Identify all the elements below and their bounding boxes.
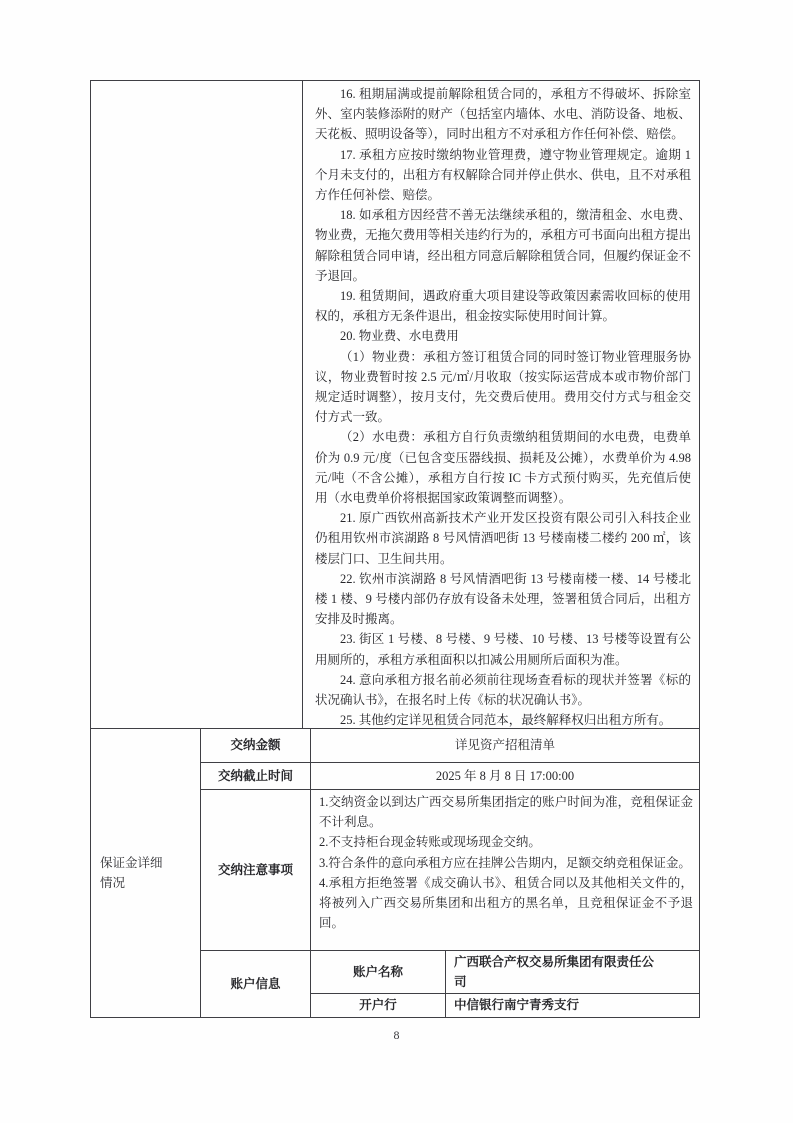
deposit-amount-row <box>201 729 699 762</box>
account-bank-row <box>311 993 699 1017</box>
deposit-note-item: 2.不支持柜台现金转账或现场现金交纳。 <box>319 835 541 850</box>
terms-content-cell <box>303 81 699 728</box>
terms-paragraph: 24. 意向承租方报名前必须前往现场查看标的现状并签署《标的状况确认书》，在报名时上传《标的状况确认书》。 <box>315 672 691 708</box>
account-name-row <box>311 951 699 993</box>
deposit-notes-label: 交纳注意事项 <box>201 790 311 950</box>
terms-paragraph: 25. 其他约定详见租赁合同范本，最终解释权归出租方所有。 <box>340 713 672 728</box>
deposit-section-label-cell <box>91 729 201 1017</box>
terms-paragraph: 18. 如承租方因经营不善无法继续承租的，缴清租金、水电费、物业费，无拖欠费用等相关违约行为的，承租方可书面向出租方提出解除租赁合同申请，经出租方同意后解除租赁合同，但履约保证金不予退回。 <box>315 208 691 283</box>
account-name-label: 账户名称 <box>311 951 446 993</box>
terms-paragraph: 19. 租赁期间，遇政府重大项目建设等政策因素需收回标的使用权的，承租方无条件退出，租金按实际使用时间计算。 <box>315 289 691 324</box>
terms-paragraph: 23. 街区 1 号楼、8 号楼、9 号楼、10 号楼、13 号楼等设置有公用厕所的，承租方承租面积以扣减公用厕所后面积为准。 <box>315 632 691 667</box>
deposit-account-label: 账户信息 <box>201 951 311 1017</box>
lease-terms-table <box>90 80 700 1018</box>
page-number: 8 <box>393 1028 400 1042</box>
terms-paragraph: 22. 钦州市滨湖路 8 号风情酒吧街 13 号楼南楼一楼、14 号楼北楼 1 楼、9 号楼内部仍存放有设备未处理，签署租赁合同后，出租方安排及时搬离。 <box>315 571 691 627</box>
account-bank-label: 开户行 <box>311 994 446 1017</box>
deposit-notes-row <box>201 789 699 950</box>
deposit-deadline-row <box>201 762 699 789</box>
terms-row-label-empty-cell <box>91 81 303 728</box>
terms-paragraph: 17. 承租方应按时缴纳物业管理费，遵守物业管理规定。逾期 1 个月未支付的，出租方有权解除合同并停止供水、供电，且不对承租方作任何补偿、赔偿。 <box>315 147 691 203</box>
deposit-account-row <box>201 950 699 1017</box>
deposit-deadline-label: 交纳截止时间 <box>201 763 311 789</box>
terms-paragraph: 20. 物业费、水电费用 <box>340 329 459 344</box>
deposit-note-item: 3.符合条件的意向承租方应在挂牌公告期内，足额交纳竞租保证金。 <box>319 855 691 870</box>
deposit-section-label: 保证金详细情况 <box>100 855 163 890</box>
deposit-notes-cell <box>311 790 699 950</box>
deposit-note-item: 1.交纳资金以到达广西交易所集团指定的账户时间为准，竞租保证金不计利息。 <box>319 795 693 830</box>
terms-paragraph: （1）物业费：承租方签订租赁合同的同时签订物业管理服务协议，物业费暂时按 2.5 元/㎡/月收取（按实际运营成本或市物价部门规定适时调整），按月支付，先交费后使用。费用交付方式与租金交付方式一致。 <box>315 349 691 425</box>
deposit-detail-subtable <box>201 729 699 1017</box>
deposit-section-row <box>91 728 699 1017</box>
deposit-note-item: 4.承租方拒绝签署《成交确认书》、租赁合同以及其他相关文件的，将被列入广西交易所集团和出租方的黑名单，且竞租保证金不予退回。 <box>319 875 693 931</box>
account-name-value-cell <box>446 951 699 993</box>
terms-paragraph: 16. 租期届满或提前解除租赁合同的，承租方不得破坏、拆除室外、室内装修添附的财产（包括室内墙体、水电、消防设备、地板、天花板、照明设备等），同时出租方不对承租方作任何补偿、赔偿。 <box>315 87 691 142</box>
terms-row <box>91 81 699 728</box>
terms-paragraph: （2）水电费：承租方自行负责缴纳租赁期间的水电费，电费单价为 0.9 元/度（已包含变压器线损、损耗及公摊），水费单价为 4.98 元/吨（不含公摊），承租方自行按 IC 卡方式预付购买，先充值后使用（水电费单价将根据国家政策调整而调整）。 <box>315 430 691 506</box>
account-bank-value-cell <box>446 994 699 1017</box>
deposit-account-subtable <box>311 951 699 1017</box>
deposit-amount-value: 详见资产招租清单 <box>454 738 555 753</box>
account-name-value: 广西联合产权交易所集团有限责任公司 <box>454 954 655 989</box>
account-bank-value: 中信银行南宁青秀支行 <box>454 998 580 1013</box>
deposit-amount-label: 交纳金额 <box>201 729 311 762</box>
terms-paragraph: 21. 原广西钦州高新技术产业开发区投资有限公司引入科技企业仍租用钦州市滨湖路 8 号风情酒吧街 13 号楼南楼二楼约 200 ㎡，该楼层门口、卫生间共用。 <box>315 511 691 566</box>
deposit-deadline-value: 2025 年 8 月 8 日 17:00:00 <box>435 768 575 783</box>
